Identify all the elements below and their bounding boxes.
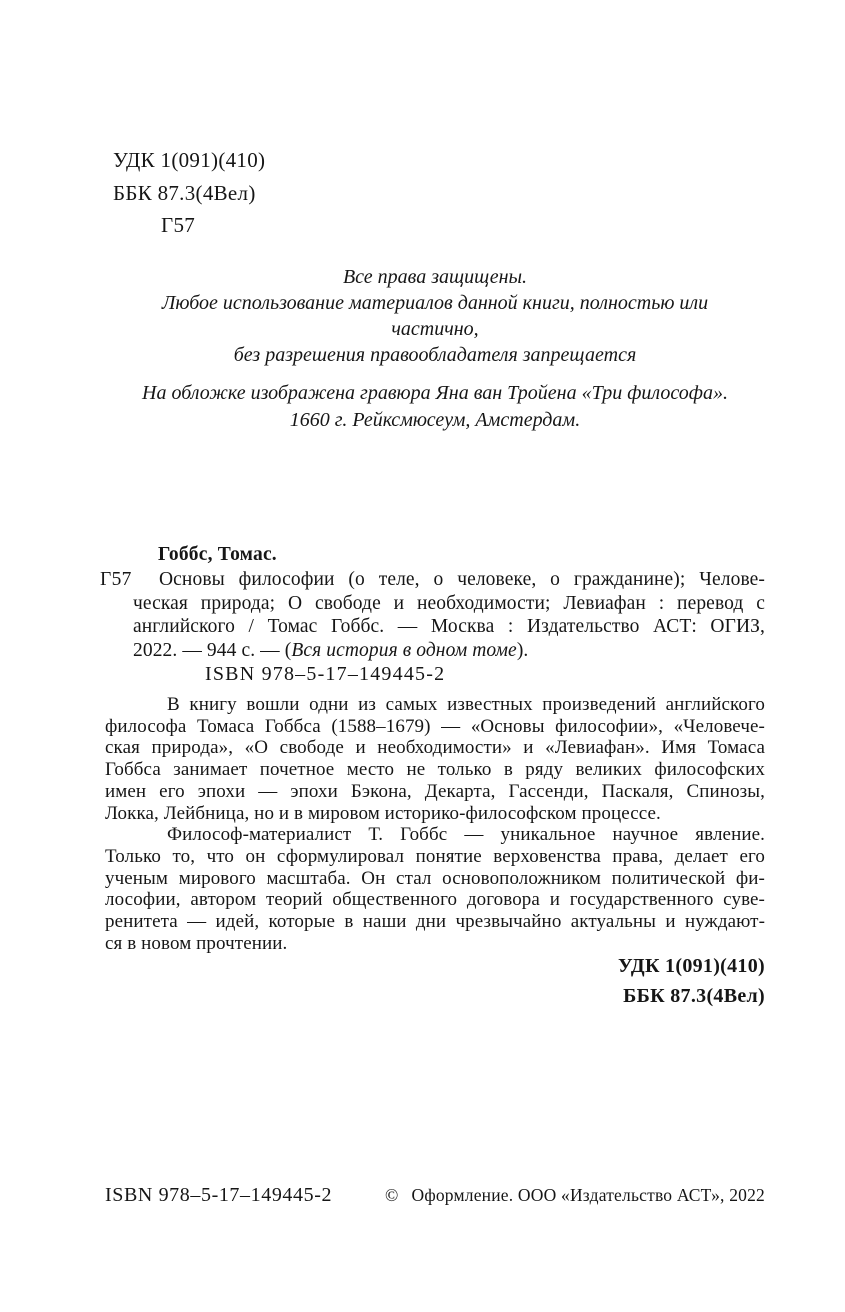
text-line: Философ-материалист Т. Гоббс — уникальное научное явление. xyxy=(167,824,765,846)
catalog-entry-lines xyxy=(133,568,765,639)
series-prefix: 2022. — 944 с. — ( xyxy=(133,640,292,662)
isbn-catalog: ISBN 978–5-17–149445-2 xyxy=(205,663,446,685)
text-line: Любое использование материалов данной книги, полностью или xyxy=(161,292,709,314)
text-line: ская природа», «О свободе и необходимости» и «Левиафан». Имя Томаса xyxy=(105,737,765,759)
rights-notice xyxy=(105,264,765,368)
text-line: Все права защищены. xyxy=(342,266,528,288)
text-line: На обложке изображена гравюра Яна ван Тройена «Три философа». xyxy=(142,382,728,404)
text-line: Только то, что он сформулировал понятие верховенства права, делает его xyxy=(105,845,765,867)
copyright-symbol: © xyxy=(384,1185,399,1205)
text-line: ческая природа; О свободе и необходимости; Левиафан : перевод с xyxy=(133,592,765,614)
bbk-code: ББК 87.3(4Вел) xyxy=(113,180,256,205)
bbk-code: ББК 87.3(4Вел) xyxy=(623,985,765,1007)
text-line: имен его эпохи — эпохи Бэкона, Декарта, Гассенди, Паскаля, Спинозы, xyxy=(105,780,765,802)
text-line: частично, xyxy=(391,318,479,340)
author-sign-code: Г57 xyxy=(100,569,132,590)
footer xyxy=(105,1184,765,1207)
text-line: ренитета — идей, которые в наши дни чрезвычайно актуальны и нуждают- xyxy=(105,911,765,933)
text-line: Гоббса занимает почетное место не только в ряду великих философских xyxy=(105,759,765,781)
text-line: ученым мирового масштаба. Он стал основоположником политической фи- xyxy=(105,867,765,889)
text-line: 1660 г. Рейксмюсеум, Амстердам. xyxy=(289,409,581,431)
catalog-author: Гоббс, Томас. xyxy=(158,544,277,565)
annotation-paragraph-2 xyxy=(105,824,765,954)
isbn-footer: ISBN 978–5-17–149445-2 xyxy=(105,1184,333,1206)
text-line: лософии, автором теорий общественного договора и государственного суве- xyxy=(105,889,765,911)
text-line: В книгу вошли одни из самых известных произведений английского xyxy=(167,694,765,715)
cover-engraving-note xyxy=(105,380,765,434)
text-line: Основы философии (о теле, о человеке, о гражданине); Челове- xyxy=(159,569,765,590)
text-line: ся в новом прочтении. xyxy=(105,932,288,954)
classification-codes-top xyxy=(113,144,265,242)
series-title: Вся история в одном томе xyxy=(291,640,517,662)
annotation xyxy=(105,694,765,954)
text-line: английского / Томас Гоббс. — Москва : Издательство АСТ: ОГИЗ, xyxy=(133,616,765,638)
series-suffix: ). xyxy=(516,640,529,662)
author-sign-code: Г57 xyxy=(161,213,196,237)
catalog-entry xyxy=(100,568,765,663)
catalog-series-line xyxy=(133,639,765,663)
text-line: Локка, Лейбница, но и в мировом историко-философском процессе. xyxy=(105,802,661,824)
classification-codes-bottom xyxy=(618,951,765,1011)
copyright-notice xyxy=(385,1185,765,1206)
udk-code: УДК 1(091)(410) xyxy=(617,955,765,977)
text-line: философа Томаса Гоббса (1588–1679) — «Основы философии», «Человече- xyxy=(105,715,765,737)
text-line: без разрешения правообладателя запрещается xyxy=(233,344,637,366)
copyright-text: Оформление. ООО «Издательство АСТ», 2022 xyxy=(411,1185,765,1205)
annotation-paragraph-1 xyxy=(105,694,765,824)
udk-code: УДК 1(091)(410) xyxy=(113,148,266,172)
